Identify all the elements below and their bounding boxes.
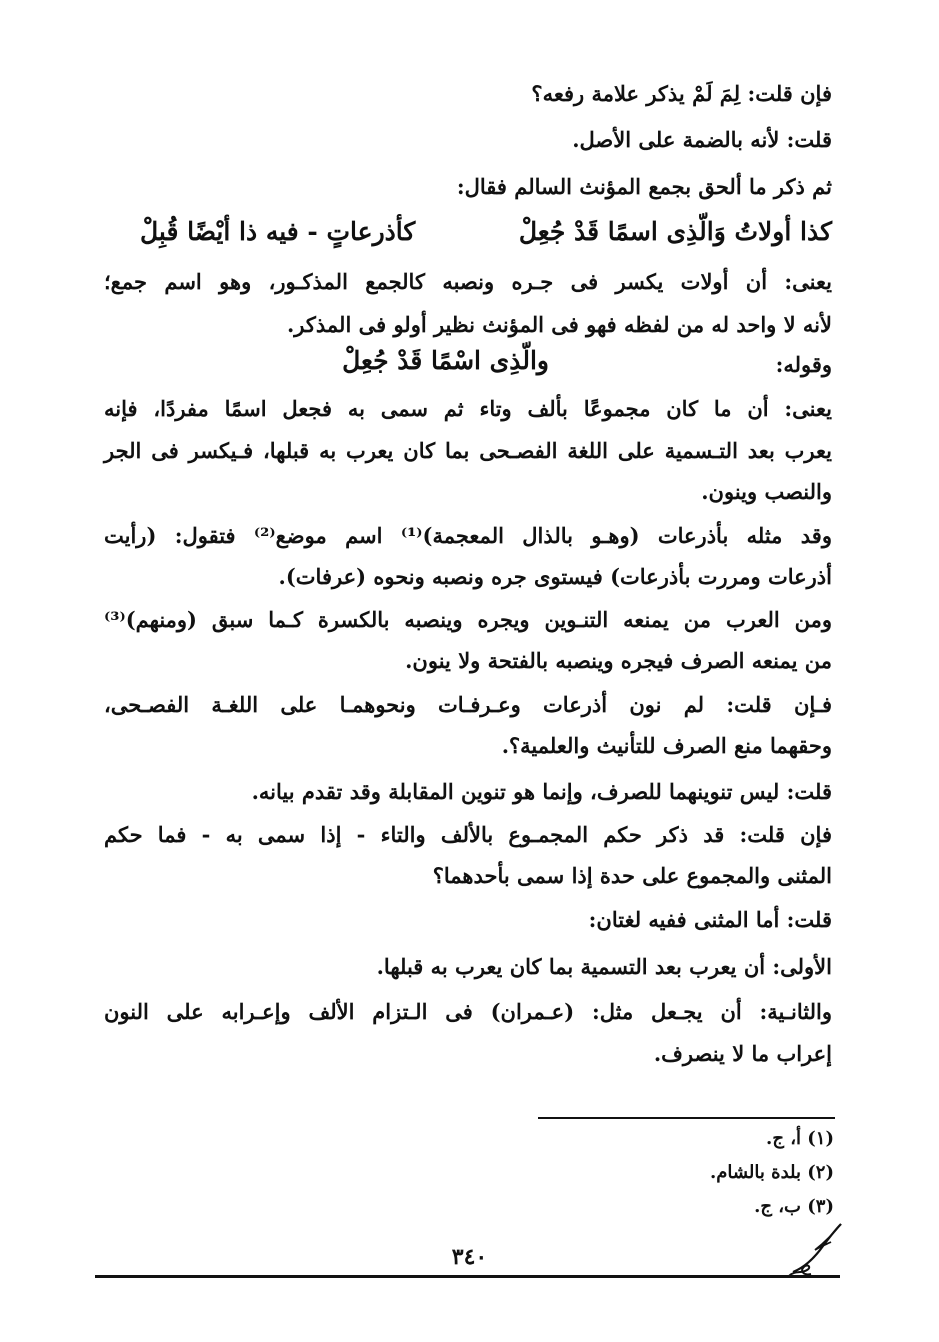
text-line-21: والثانـية: أن يجـعل مثل: (عـمران) فى الـتزام الألف وإعـرابه على النون xyxy=(104,999,832,1024)
text-line-17: فإن قلت: قد ذكر حكم المجمـوع بالألف والتاء - إذا سمى به - فما حكم xyxy=(104,822,832,847)
text-line-5: لأنه لا واحد له من لفظه فهو فى المؤنث نظير أولو فى المذكر. xyxy=(286,312,832,337)
text-line-6: وقوله: xyxy=(775,352,832,377)
text-line-14: فـإن قلت: لم نون أذرعات وعـرفـات ونحوهمـا على اللغـة الفصـحى، xyxy=(104,692,832,717)
footnote-3: (٣) ب، ج. xyxy=(754,1196,834,1217)
text-line-4: يعنى: أن أولات يكسر فى جـره ونصبه كالجمع المذكـور، وهو اسم جمع؛ xyxy=(104,269,832,294)
text-line-1: فإن قلت: لِمَ لَمْ يذكر علامة رفعه؟ xyxy=(531,81,832,106)
text-line-16: قلت: ليس تنوينهما للصرف، وإنما هو تنوين المقابلة وقد تقدم بيانه. xyxy=(251,779,832,804)
text-line-12: ومن العرب من يمنعه التنـوين ويجره وينصبه بالكسرة كـما سبق (ومنهم)⁽³⁾ xyxy=(104,607,832,632)
footnote-separator xyxy=(538,1117,835,1119)
text-line-3: ثم ذكر ما ألحق بجمع المؤنث السالم فقال: xyxy=(456,174,832,199)
text-line-7: يعنى: أن ما كان مجموعًا بألف وتاء ثم سمى به فجعل اسمًا مفردًا، فإنه xyxy=(104,396,832,421)
page-bottom-rule xyxy=(95,1275,840,1278)
text-line-13: من يمنعه الصرف فيجره وينصبه بالفتحة ولا ينون. xyxy=(405,648,832,673)
text-line-15: وحقهما منع الصرف للتأنيث والعلمية؟. xyxy=(501,733,832,758)
text-line-2: قلت: لأنه بالضمة على الأصل. xyxy=(572,127,832,152)
verse-hemistich-left: كأذرعاتٍ - فيه ذا أيْضًا قُبِلْ xyxy=(140,217,416,246)
text-line-20: الأولى: أن يعرب بعد التسمية بما كان يعرب به قبلها. xyxy=(376,954,832,979)
text-line-10: وقد مثله بأذرعات (وهـو بالذال المعجمة)⁽¹⁾ اسم موضع⁽²⁾ فتقول: (رأيت xyxy=(104,523,832,548)
verse-quote: والّذِى اسْمًا قَدْ جُعِلْ xyxy=(342,346,549,375)
quill-signature-icon xyxy=(785,1220,845,1280)
text-line-22: إعراب ما لا ينصرف. xyxy=(653,1041,832,1066)
page-number: ٣٤٠ xyxy=(451,1244,488,1270)
text-line-18: المثنى والمجموع على حدة إذا سمى بأحدهما؟ xyxy=(432,863,832,888)
text-line-19: قلت: أما المثنى ففيه لغتان: xyxy=(588,907,832,932)
text-line-9: والنصب وينون. xyxy=(701,479,832,504)
text-line-8: يعرب بعد التـسمية على اللغة الفصـحى بما كان يعرب به قبلها، فـيكسر فى الجر xyxy=(104,438,832,463)
text-line-11: أذرعات ومررت بأذرعات) فيستوى جره ونصبه ونحوه (عرفات). xyxy=(278,564,832,589)
footnote-1: (١) أ، ج. xyxy=(766,1128,834,1149)
footnote-2: (٢) بلدة بالشام. xyxy=(709,1162,834,1183)
verse-hemistich-right: كذا أولاتُ وَالّذِى اسمًا قَدْ جُعِلْ xyxy=(518,217,832,246)
